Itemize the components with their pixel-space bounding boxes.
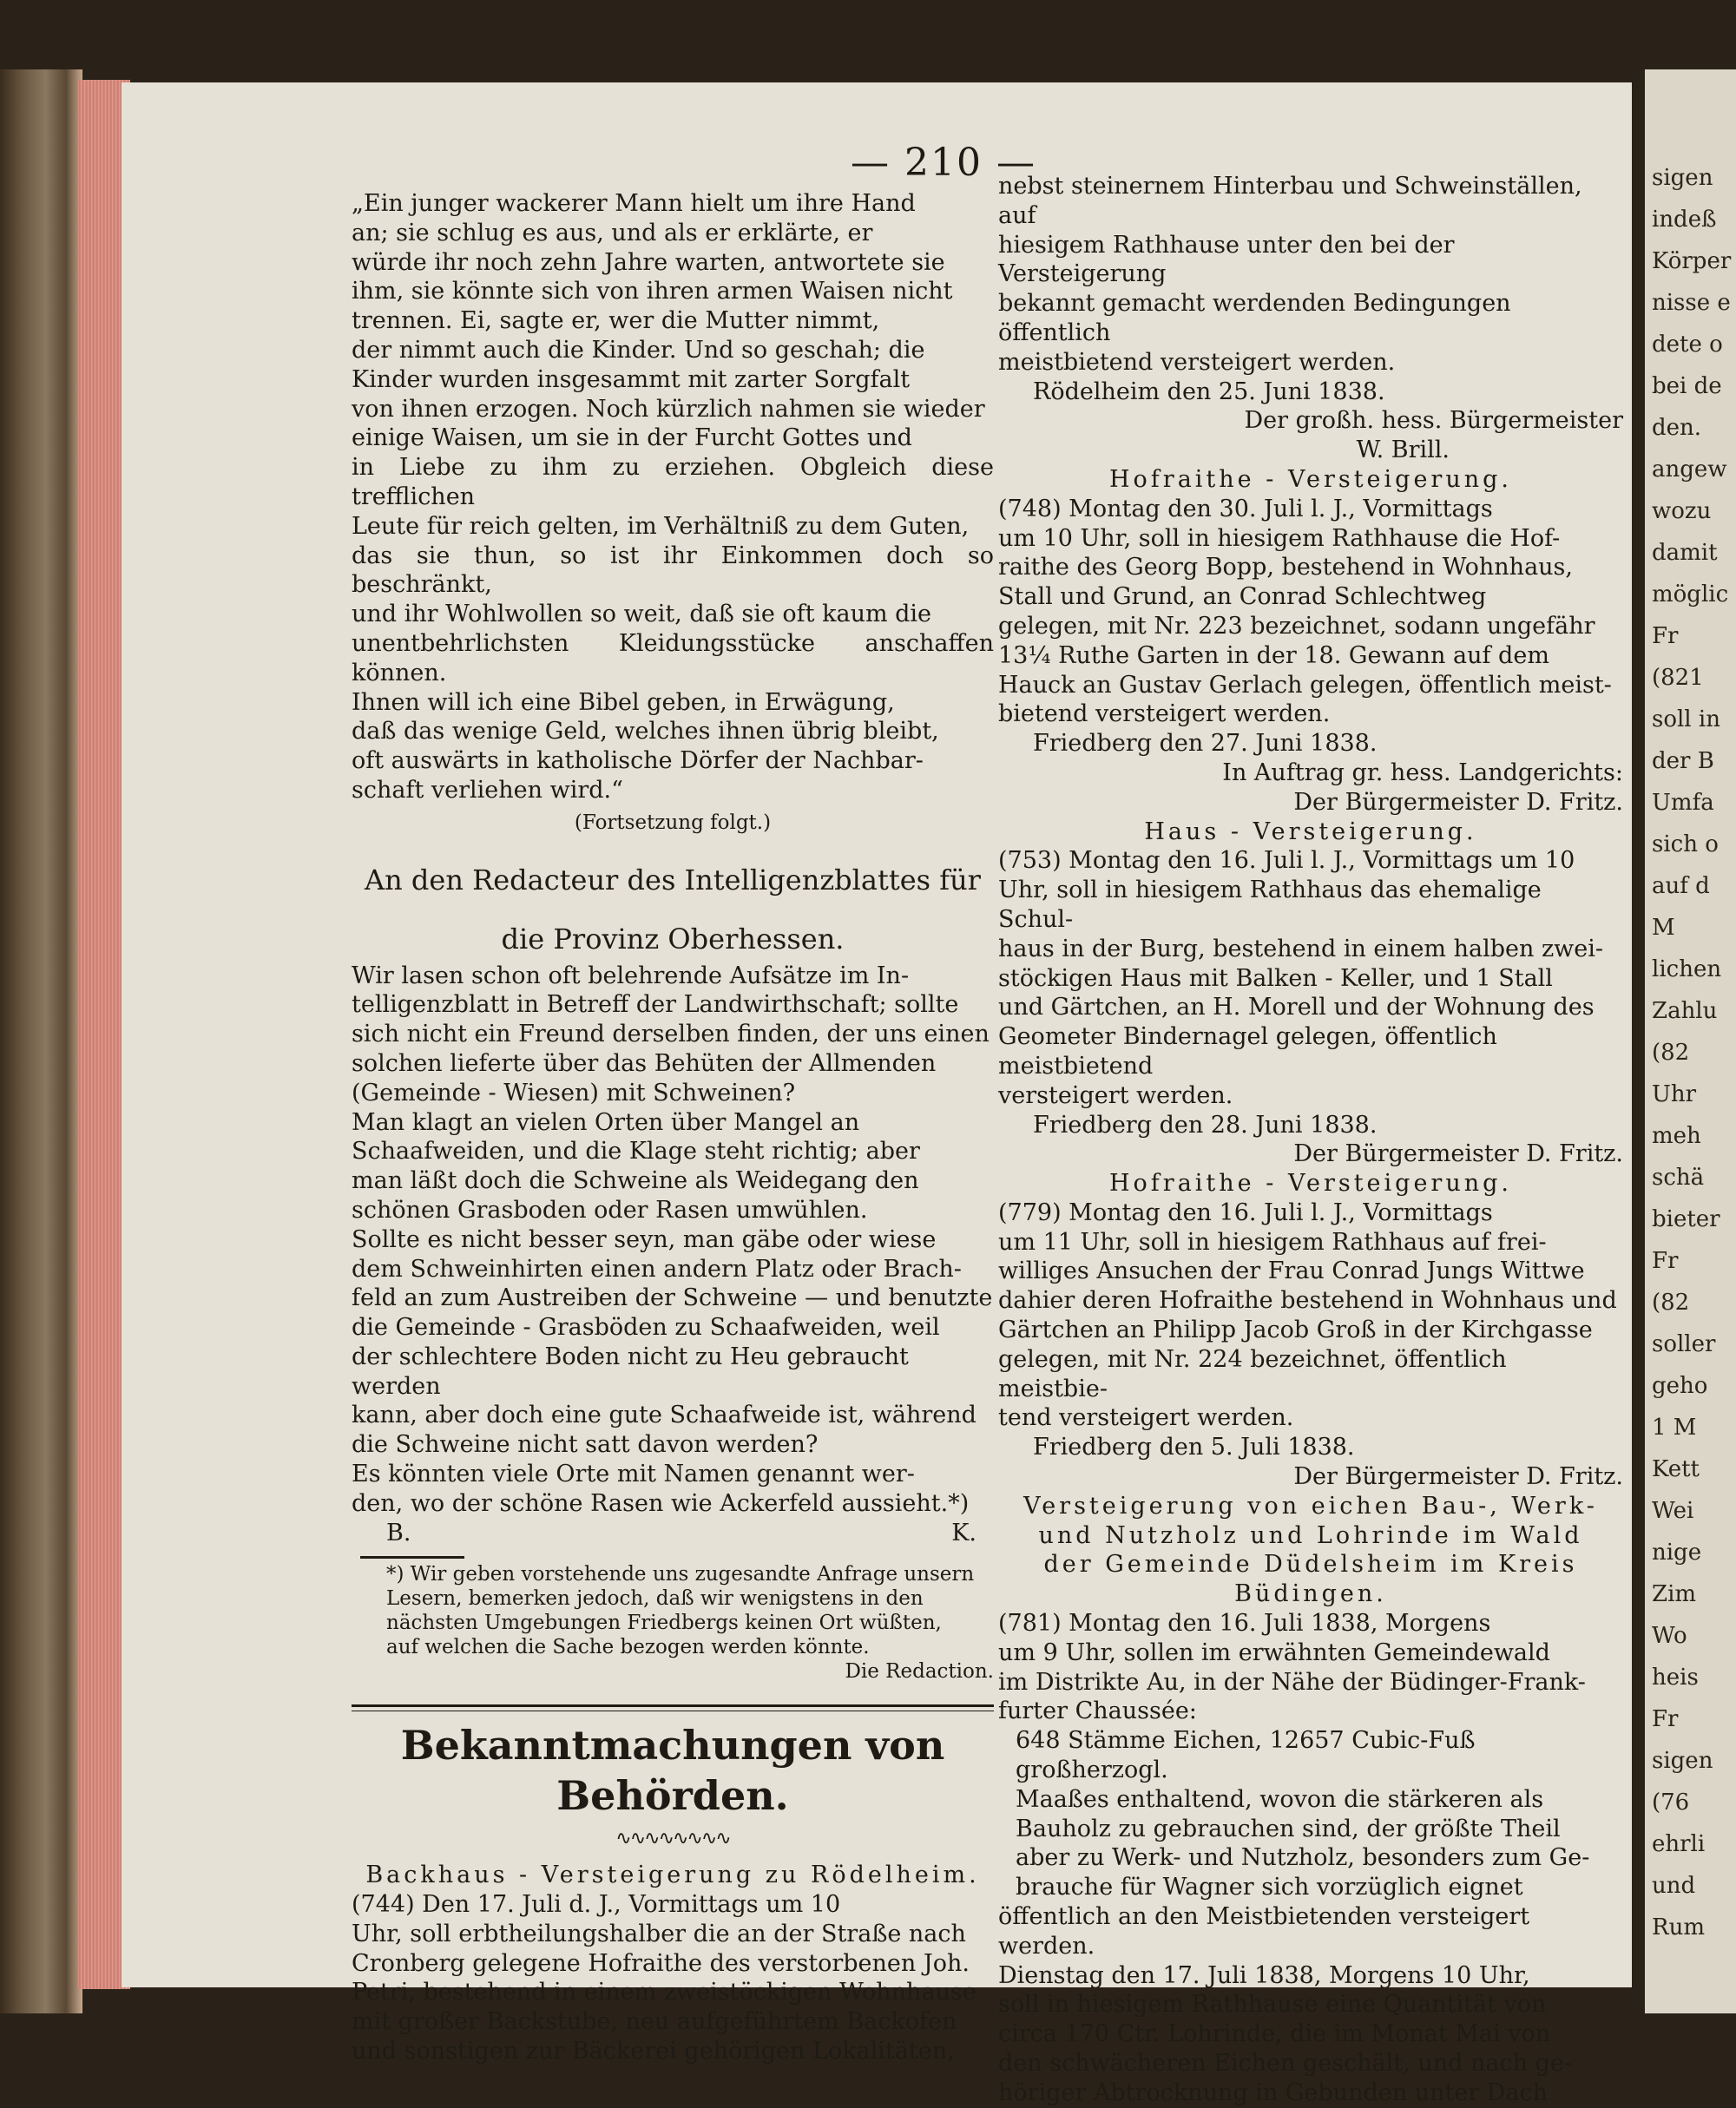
text-line: (744) Den 17. Juli d. J., Vormittags um 10	[352, 1891, 841, 1919]
fragment-text: Wo	[1652, 1623, 1687, 1649]
fragment-text: lichen	[1652, 956, 1722, 982]
text-line: versteigert werden.	[998, 1081, 1233, 1109]
letter-heading-2: die Provinz Oberhessen.	[501, 922, 845, 955]
sale-744-body	[352, 1890, 994, 2066]
text-line: in Liebe zu ihm zu erziehen. Obgleich diese trefflichen	[352, 454, 994, 510]
section-separator	[352, 1704, 994, 1711]
text-line: die Gemeinde - Grasböden zu Schaafweiden, weil	[352, 1314, 940, 1342]
signature-779: Der Bürgermeister D. Fritz.	[1293, 1463, 1623, 1491]
footnote	[352, 1562, 994, 1659]
heading-line: Büdingen.	[1234, 1580, 1387, 1608]
fragment-text: (82	[1652, 1040, 1690, 1066]
text-line: und Gärtchen, an H. Morell und der Wohnung des	[998, 994, 1595, 1021]
text-line: um 10 Uhr, soll in hiesigem Rathhause die Hof-	[998, 524, 1561, 552]
text-line: daß das wenige Geld, welches ihnen übrig bleibt,	[352, 718, 939, 745]
text-line: Es könnten viele Orte mit Namen genannt wer-	[352, 1461, 915, 1488]
text-line: Schaafweiden, und die Klage steht richtig; aber	[352, 1138, 920, 1166]
footnote-line: auf welchen die Sache bezogen werden könnte.	[386, 1636, 870, 1659]
text-line: Gärtchen an Philipp Jacob Groß in der Kirchgasse	[998, 1317, 1593, 1344]
text-line: die Schweine nicht satt davon werden?	[352, 1431, 819, 1459]
heading-line: der Gemeinde Düdelsheim im Kreis	[1043, 1551, 1578, 1579]
notice-748	[998, 495, 1623, 729]
text-line: im Distrikte Au, in der Nähe der Büdinger-Frank-	[998, 1668, 1586, 1696]
footnote-line: *) Wir geben vorstehende uns zugesandte Anfrage unsern	[386, 1563, 975, 1586]
date-779: Friedberg den 5. Juli 1838.	[1033, 1434, 1355, 1461]
text-line: soll in hiesigem Rathhause eine Quantität von	[998, 1991, 1547, 2019]
text-line: der schlechtere Boden nicht zu Heu gebraucht werden	[352, 1343, 909, 1400]
book-spine	[0, 69, 82, 2013]
fragment-text: 1 M	[1652, 1415, 1697, 1441]
text-line: gelegen, mit Nr. 223 bezeichnet, sodann ungefähr	[998, 612, 1595, 640]
text-line: Dienstag den 17. Juli 1838, Morgens 10 Uhr,	[998, 1961, 1530, 1989]
text-line: von ihnen erzogen. Noch kürzlich nahmen sie wieder	[352, 395, 985, 423]
text-line: öffentlich an den Meistbietenden versteigert werden.	[998, 1903, 1530, 1960]
fragment-text: soller	[1652, 1331, 1716, 1357]
text-line: oft auswärts in katholische Dörfer der Nachbar-	[352, 747, 924, 775]
text-line: um 9 Uhr, sollen im erwähnten Gemeindewald	[998, 1638, 1550, 1666]
fragment-text: (76	[1652, 1790, 1690, 1816]
text-line: höriger Abtrocknung in Gebunden unter Dach	[998, 2078, 1549, 2106]
fragment-text: Fr	[1652, 1706, 1679, 1732]
text-line: den schwächeren Eichen geschält, und nach ge-	[998, 2050, 1572, 2077]
date-744: Rödelheim den 25. Juni 1838.	[1033, 378, 1385, 405]
text-line: Geometer Bindernagel gelegen, öffentlich meistbietend	[998, 1023, 1497, 1080]
fragment-text: wozu	[1652, 498, 1712, 524]
text-line: ihm, sie könnte sich von ihren armen Waisen nicht	[352, 278, 953, 305]
notice-753	[998, 846, 1623, 1110]
signature-744-1: Der großh. hess. Bürgermeister	[1244, 407, 1623, 435]
section-heading: Bekanntmachungen von Behörden.	[400, 1722, 945, 1820]
signature-748-1: In Auftrag gr. hess. Landgerichts:	[1222, 758, 1623, 786]
notice-781	[998, 1609, 1623, 1726]
text-line: trennen. Ei, sagte er, wer die Mutter nimmt,	[352, 307, 880, 335]
signature-748-2: Der Bürgermeister D. Fritz.	[1293, 788, 1623, 816]
letter-body	[352, 962, 994, 1519]
sale-744-continued	[998, 172, 1623, 378]
fragment-text: angew	[1652, 456, 1727, 483]
text-line: an; sie schlug es aus, und als er erklärte, er	[352, 219, 873, 246]
heading-748: Hofraithe - Versteigerung.	[1109, 465, 1512, 493]
text-line: solchen lieferte über das Behüten der Allmenden	[352, 1049, 937, 1077]
ornament: ∿∿∿∿∿∿∿∿	[615, 1828, 730, 1850]
fragment-text: und	[1652, 1873, 1696, 1899]
date-748: Friedberg den 27. Juni 1838.	[1033, 730, 1378, 758]
fragment-text: soll in	[1652, 706, 1720, 732]
text-line: schönen Grasboden oder Rasen umwühlen.	[352, 1196, 868, 1224]
fragment-text: (82	[1652, 1290, 1690, 1316]
text-line: raithe des Georg Bopp, bestehend in Wohnhaus,	[998, 554, 1573, 581]
text-line: williges Ansuchen der Frau Conrad Jungs Wittwe	[998, 1258, 1585, 1285]
right-column	[998, 172, 1623, 2108]
footnote-rule	[360, 1556, 464, 1559]
text-line: mit großer Backstube, neu aufgeführtem Backofen	[352, 2008, 957, 2036]
page-number: — 210 —	[851, 141, 1036, 185]
heading-line: und Nutzholz und Lohrinde im Wald	[1038, 1521, 1583, 1549]
fragment-text: M	[1652, 915, 1675, 941]
text-line: einige Waisen, um sie in der Furcht Gottes und	[352, 424, 912, 452]
text-line: telligenzblatt in Betreff der Landwirthschaft; sollte	[352, 991, 959, 1019]
fragment-text: auf d	[1652, 873, 1710, 899]
fragment-text: geho	[1652, 1373, 1708, 1399]
text-line: circa 170 Ctr. Lohrinde, die im Monat Mai von	[998, 2020, 1551, 2048]
fragment-text: nige	[1652, 1540, 1702, 1566]
fragment-text: Fr	[1652, 1248, 1679, 1274]
text-line: Bauholz zu gebrauchen sind, der größte Theil	[1016, 1815, 1561, 1842]
text-line: das sie thun, so ist ihr Einkommen doch so beschränkt,	[352, 542, 994, 599]
text-line: Cronberg gelegene Hofraithe des verstorbenen Joh.	[352, 1949, 970, 1977]
notice-781-more	[998, 1902, 1623, 2108]
text-line: und ihr Wohlwollen so weit, daß sie oft kaum die	[352, 601, 932, 628]
signature-b: B.	[386, 1519, 411, 1547]
text-line: stöckigen Haus mit Balken - Keller, und 1 Stall	[998, 964, 1553, 992]
text-line: den, wo der schöne Rasen wie Ackerfeld aussieht.*)	[352, 1489, 970, 1517]
text-line: dem Schweinhirten einen andern Platz oder Brach-	[352, 1255, 962, 1283]
fragment-text: Fr	[1652, 623, 1679, 649]
fragment-text: dete o	[1652, 332, 1723, 358]
text-line: Leute für reich gelten, im Verhältniß zu dem Guten,	[352, 512, 970, 540]
fragment-text: Wei	[1652, 1498, 1694, 1524]
heading-781	[998, 1492, 1623, 1609]
fragment-text: den.	[1652, 415, 1702, 441]
footnote-line: nächsten Umgebungen Friedbergs keinen Ort wüßten,	[386, 1612, 942, 1635]
signature-744-2: W. Brill.	[1356, 437, 1450, 464]
text-line: 648 Stämme Eichen, 12657 Cubic-Fuß großherzogl.	[1016, 1727, 1476, 1784]
fragment-text: sigen	[1652, 165, 1713, 191]
text-line: gelegen, mit Nr. 224 bezeichnet, öffentlich meistbie-	[998, 1345, 1507, 1402]
text-line: brauche für Wagner sich vorzüglich eignet	[1016, 1874, 1523, 1901]
adjacent-page-fragment	[1645, 69, 1736, 2013]
letter-heading-1: An den Redacteur des Intelligenzblattes für	[365, 863, 981, 896]
text-line: (Gemeinde - Wiesen) mit Schweinen?	[352, 1079, 796, 1107]
sale-title: Backhaus - Versteigerung zu Rödelheim.	[365, 1862, 980, 1889]
text-line: Wir lasen schon oft belehrende Aufsätze im In-	[352, 962, 910, 989]
signature-k: K.	[951, 1519, 976, 1547]
story-quote	[352, 189, 994, 805]
text-line: (753) Montag den 16. Juli l. J., Vormittags um 10	[998, 847, 1575, 875]
continuation-note: (Fortsetzung folgt.)	[574, 811, 772, 834]
text-line: dahier deren Hofraithe bestehend in Wohnhaus und	[998, 1287, 1617, 1315]
signature-row	[352, 1519, 994, 1548]
text-line: Man klagt an vielen Orten über Mangel an	[352, 1108, 860, 1136]
date-753: Friedberg den 28. Juni 1838.	[1033, 1111, 1378, 1139]
fragment-text: bieter	[1652, 1206, 1720, 1232]
footnote-signature: Die Redaction.	[845, 1660, 994, 1684]
text-line: um 11 Uhr, soll in hiesigem Rathhaus auf frei-	[998, 1228, 1547, 1256]
fragment-text: ehrli	[1652, 1831, 1706, 1857]
fragment-text: (821	[1652, 665, 1704, 691]
fragment-text: Körper	[1652, 248, 1732, 274]
text-line: würde ihr noch zehn Jahre warten, antwortete sie	[352, 248, 945, 276]
text-line: Uhr, soll in hiesigem Rathhaus das ehemalige Schul-	[998, 877, 1542, 933]
text-line: hiesigem Rathhause unter den bei der Versteigerung	[998, 231, 1455, 288]
text-line: Hauck an Gustav Gerlach gelegen, öffentlich meist-	[998, 671, 1612, 699]
text-line: Maaßes enthaltend, wovon die stärkeren als	[1016, 1785, 1544, 1813]
text-line: bekannt gemacht werdenden Bedingungen öffentlich	[998, 290, 1511, 346]
left-column	[352, 189, 994, 2066]
text-line: man läßt doch die Schweine als Weidegang den	[352, 1167, 919, 1195]
fragment-text: bei de	[1652, 373, 1722, 399]
text-line: tend versteigert werden.	[998, 1404, 1294, 1432]
fragment-text: damit	[1652, 540, 1718, 566]
signature-753: Der Bürgermeister D. Fritz.	[1293, 1140, 1623, 1168]
text-line: Uhr, soll erbtheilungshalber die an der Straße nach	[352, 1920, 966, 1947]
fragment-text: sich o	[1652, 831, 1719, 857]
text-line: der nimmt auch die Kinder. Und so geschah; die	[352, 336, 925, 364]
fragment-text: indeß	[1652, 207, 1717, 233]
fragment-text: der B	[1652, 748, 1714, 774]
text-line: Sollte es nicht besser seyn, man gäbe oder wiese	[352, 1225, 937, 1253]
fragment-text: Zim	[1652, 1581, 1697, 1607]
text-line: sich nicht ein Freund derselben finden, der uns einen	[352, 1021, 990, 1048]
fragment-text: Zahlu	[1652, 998, 1718, 1024]
fragment-text: Umfa	[1652, 790, 1714, 816]
heading-line: Versteigerung von eichen Bau-, Werk-	[1023, 1492, 1598, 1520]
text-line: Stall und Grund, an Conrad Schlechtweg	[998, 583, 1487, 611]
text-line: nebst steinernem Hinterbau und Schweinställen, auf	[998, 173, 1582, 229]
text-line: feld an zum Austreiben der Schweine — und benutzte	[352, 1284, 993, 1312]
fragment-text: schä	[1652, 1165, 1705, 1191]
text-line: (781) Montag den 16. Juli 1838, Morgens	[998, 1610, 1491, 1638]
text-line: aber zu Werk- und Nutzholz, besonders zum Ge-	[1016, 1844, 1590, 1872]
fragment-text: Rum	[1652, 1914, 1705, 1941]
fragment-text: Uhr	[1652, 1081, 1697, 1107]
text-line: unentbehrlichsten Kleidungsstücke anschaffen können.	[352, 629, 994, 686]
text-line: 13¼ Ruthe Garten in der 18. Gewann auf dem	[998, 641, 1549, 669]
text-line: kann, aber doch eine gute Schaafweide ist, während	[352, 1402, 976, 1429]
fragment-text: sigen	[1652, 1748, 1713, 1774]
heading-779: Hofraithe - Versteigerung.	[1109, 1170, 1512, 1198]
notice-781-list	[998, 1726, 1623, 1902]
fragment-text: Kett	[1652, 1456, 1700, 1482]
text-line: „Ein junger wackerer Mann hielt um ihre Hand	[352, 190, 916, 217]
notice-779	[998, 1198, 1623, 1433]
text-line: bietend versteigert werden.	[998, 700, 1331, 728]
text-line: schaft verliehen wird.“	[352, 776, 623, 804]
text-line: (748) Montag den 30. Juli l. J., Vormittags	[998, 495, 1493, 522]
footnote-line: Lesern, bemerken jedoch, daß wir wenigstens in den	[386, 1587, 924, 1611]
text-line: Petri, bestehend in einem zweistöckigen Wohnhause	[352, 1979, 976, 2006]
fragment-text: nisse e	[1652, 290, 1731, 316]
text-line: Kinder wurden insgesammt mit zarter Sorgfalt	[352, 365, 911, 393]
text-line: haus in der Burg, bestehend in einem halben zwei-	[998, 935, 1604, 962]
heading-753: Haus - Versteigerung.	[1144, 818, 1477, 845]
fragment-text: meh	[1652, 1123, 1701, 1149]
text-line: (779) Montag den 16. Juli l. J., Vormittags	[998, 1198, 1493, 1226]
text-line: und sonstigen zur Bäckerei gehörigen Lokalitäten,	[352, 2038, 955, 2065]
fragment-text: heis	[1652, 1665, 1699, 1691]
text-line: furter Chaussée:	[998, 1698, 1197, 1725]
text-line: meistbietend versteigert werden.	[998, 348, 1396, 376]
text-line: Ihnen will ich eine Bibel geben, in Erwägung,	[352, 688, 895, 716]
fragment-text: möglic	[1652, 581, 1729, 607]
